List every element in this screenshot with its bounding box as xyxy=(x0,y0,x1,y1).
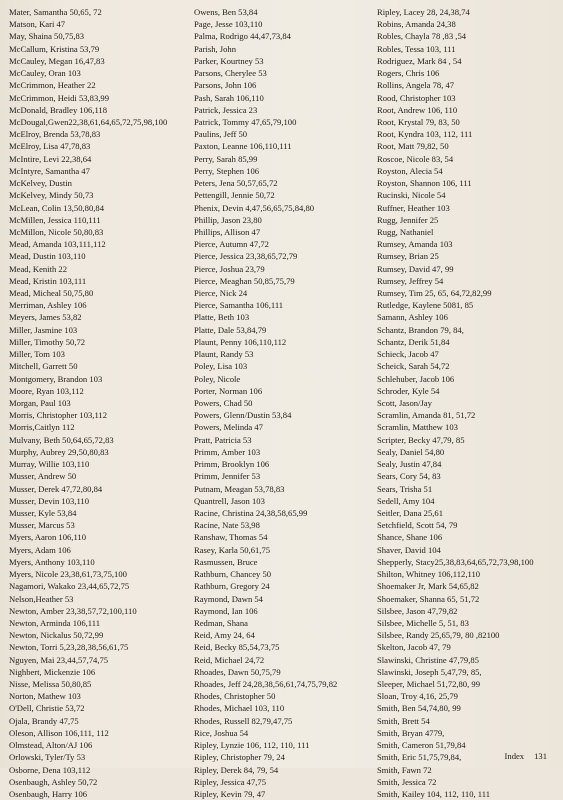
index-entry: Musser, Derek 47,72,80,84 xyxy=(9,483,103,494)
index-entry: Schroder, Kyle 54 xyxy=(377,385,440,396)
index-entry: Rhodes, Michael 103, 110 xyxy=(194,703,285,714)
index-entry: Root, Krystal 79, 83, 50 xyxy=(377,116,460,127)
index-entry: Poley, Nicole xyxy=(194,373,241,384)
index-entry: Royston, Shannon 106, 111 xyxy=(377,178,472,189)
index-entry: Perry, Sarah 85,99 xyxy=(194,153,258,164)
index-entry: Robles, Chayla 78 ,83 ,54 xyxy=(377,31,467,42)
index-entry: Paulins, Jeff 50 xyxy=(194,129,248,140)
index-entry: Rucinski, Nicole 54 xyxy=(377,190,446,201)
index-entry: Sears, Cory 54, 83 xyxy=(377,471,441,482)
index-entry: McKelvey, Mindy 50,73 xyxy=(9,190,94,201)
index-entry: Redman, Shana xyxy=(194,617,248,628)
index-entry: Mitchell, Garrett 50 xyxy=(9,361,78,372)
index-entry: Rumsey, Brian 25 xyxy=(377,251,439,262)
index-entry: Smith, Cameron 51,79,84 xyxy=(377,740,466,751)
index-entry: Raymond, Ian 106 xyxy=(194,605,258,616)
index-entry: Slawinski, Christine 47,79,85 xyxy=(377,654,479,665)
index-entry: Root, Matt 79,82, 50 xyxy=(377,141,449,152)
index-entry: Rumsey, Amanda 103 xyxy=(377,239,453,250)
index-entry: Orlowski, Tyler/Ty 53 xyxy=(9,752,86,763)
index-column-2 xyxy=(194,6,374,800)
index-entry: Myers, Aaron 106,110 xyxy=(9,532,87,543)
index-entry: Rathburn, Gregory 24 xyxy=(194,581,270,592)
index-entry: Myers, Adam 106 xyxy=(9,544,71,555)
index-entry: Smith, Fawn 72 xyxy=(377,764,432,775)
index-entry: Ripley, Derek 84, 79, 54 xyxy=(194,764,279,775)
index-entry: Miller, Tom 103 xyxy=(9,349,65,360)
index-entry: Pierce, Jessica 23,38,65,72,79 xyxy=(194,251,298,262)
index-entry: Scott, Jason/Jay xyxy=(377,398,432,408)
index-entry: Seitler, Dana 25,61 xyxy=(377,507,444,518)
index-entry: Merriman, Ashley 106 xyxy=(9,300,87,311)
index-entry: Pierce, Autumn 47,72 xyxy=(194,239,269,250)
index-entry: McElroy, Lisa 47,78,83 xyxy=(9,141,91,152)
index-entry: Perry, Stephen 106 xyxy=(194,165,260,176)
page-number: 131 xyxy=(534,751,547,761)
index-entry: Meyers, James 53,82 xyxy=(9,312,82,323)
index-entry: Montgomery, Brandon 103 xyxy=(9,373,103,384)
index-entry: Scramlin, Amanda 81, 51,72 xyxy=(377,410,476,421)
index-entry: Primm, Jennifer 53 xyxy=(194,471,261,482)
index-entry: Rathburn, Chancey 50 xyxy=(194,569,272,580)
index-entry: Poley, Lisa 103 xyxy=(194,361,248,372)
index-entry: McCauley, Megan 16,47,83 xyxy=(9,55,105,66)
index-entry: Peters, Jena 50,57,65,72 xyxy=(194,178,278,189)
index-entry: Nelson,Heather 53 xyxy=(9,593,74,604)
index-entry: Norton, Mathew 103 xyxy=(9,691,81,702)
index-entry: Root, Andrew 106, 110 xyxy=(377,104,458,115)
index-entry: McElroy, Brenda 53,78,83 xyxy=(9,129,101,140)
index-entry: Scheick, Sarah 54,72 xyxy=(377,361,450,372)
index-entry: Nagamori, Wakako 23,44,65,72,75 xyxy=(9,581,130,592)
index-entry: Platte, Dale 53,84,79 xyxy=(194,324,267,335)
index-entry: Ripley, Lynzie 106, 112, 110, 111 xyxy=(194,740,310,751)
index-entry: Powers, Melinda 47 xyxy=(194,422,263,433)
index-entry: Schantz, Brandon 79, 84, xyxy=(377,324,464,335)
index-entry: Raymond, Dawn 54 xyxy=(194,593,263,604)
index-entry: Primm, Brooklyn 106 xyxy=(194,459,270,470)
index-entry: Phillips, Allison 47 xyxy=(194,226,261,237)
index-entry: Sealy, Justin 47,84 xyxy=(377,459,442,470)
index-entry: Smith, Kailey 104, 112, 110, 111 xyxy=(377,789,491,799)
index-entry: Racine, Nate 53,98 xyxy=(194,520,260,531)
index-entry: Osborne, Dena 103,112 xyxy=(9,764,91,775)
index-entry: Rollins, Angela 78, 47 xyxy=(377,80,455,91)
index-entry: Newton, Arminda 106,111 xyxy=(9,617,101,628)
index-entry: Platte, Beth 103 xyxy=(194,312,250,323)
index-entry: Patrick, Jessica 23 xyxy=(194,104,258,115)
index-entry: Pash, Sarah 106,110 xyxy=(194,92,264,103)
index-entry: Myers, Anthony 103,110 xyxy=(9,556,95,567)
index-entry: Ranshaw, Thomas 54 xyxy=(194,532,268,543)
index-entry: Murray, Willie 103,110 xyxy=(9,459,90,470)
index-entry: McMillon, Nicole 50,80,83 xyxy=(9,226,104,237)
index-entry: Rumsey, Tim 25, 65, 64,72,82,99 xyxy=(377,288,492,299)
index-entry: Rugg, Nathaniel xyxy=(377,226,434,237)
index-entry: Ojala, Brandy 47,75 xyxy=(9,715,79,726)
index-entry: Paxton, Leanne 106,110,111 xyxy=(194,141,292,152)
index-entry: Reid, Becky 85,54,73,75 xyxy=(194,642,280,653)
index-entry: Silsbee, Randy 25,65,79, 80 ,82100 xyxy=(377,630,500,641)
index-entry: Owens, Ben 53,84 xyxy=(194,7,258,17)
index-entry: Quantrell, Jason 103 xyxy=(194,495,265,506)
index-entry: Oleson, Allison 106,111, 112 xyxy=(9,727,109,738)
index-entry: Musser, Marcus 53 xyxy=(9,520,75,531)
index-entry: Mead, Dustin 103,110 xyxy=(9,251,86,262)
index-entry: Pierce, Meaghan 50,85,75,79 xyxy=(194,275,295,286)
index-entry: Phillip, Jason 23,80 xyxy=(194,214,262,225)
index-entry: Palma, Rodrigo 44,47,73,84 xyxy=(194,31,291,42)
index-entry: Phenix, Devin 4,47,56,65,75,84,80 xyxy=(194,202,315,213)
index-entry: Royston, Alecia 54 xyxy=(377,165,443,176)
index-entry: Schieck, Jacob 47 xyxy=(377,349,439,360)
index-entry: Nighbert, Mickenzie 106 xyxy=(9,666,96,677)
index-entry: Murphy, Aubrey 29,50,80,83 xyxy=(9,446,109,457)
index-entry: Silsbee, Michelle 5, 51, 83 xyxy=(377,617,469,628)
index-entry: McCrimmon, Heidi 53,83,99 xyxy=(9,92,110,103)
index-entry: Newton, Nickalus 50,72,99 xyxy=(9,630,104,641)
index-entry: McCrimmon, Heather 22 xyxy=(9,80,96,91)
index-entry: Plaunt, Penny 106,110,112 xyxy=(194,336,287,347)
index-entry: Ripley, Christopher 79, 24 xyxy=(194,752,285,763)
index-entry: Primm, Amber 103 xyxy=(194,446,261,457)
index-entry: Newton, Amber 23,38,57,72,100,110 xyxy=(9,605,137,616)
index-entry: Rumsey, Jeffrey 54 xyxy=(377,275,444,286)
index-entry: May, Shaina 50,75,83 xyxy=(9,31,85,42)
index-entry: Scripter, Becky 47,79, 85 xyxy=(377,434,465,445)
index-entry: Shilton, Whitney 106,112,110 xyxy=(377,569,481,580)
index-entry: Musser, Andrew 50 xyxy=(9,471,77,482)
index-entry: Schlehuber, Jacob 106 xyxy=(377,373,455,384)
index-entry: McDonald, Bradley 106,118 xyxy=(9,104,108,115)
index-entry: McKelvey, Dustin xyxy=(9,178,72,189)
index-entry: Roscoe, Nicole 83, 54 xyxy=(377,153,454,164)
index-entry: McIntyre, Samantha 47 xyxy=(9,165,90,176)
index-entry: Pierce, Nick 24 xyxy=(194,288,248,299)
index-entry: Porter, Norman 106 xyxy=(194,385,263,396)
index-entry: Plaunt, Randy 53 xyxy=(194,349,254,360)
index-entry: McDougal,Gwen22,38,61,64,65,72,75,98,100 xyxy=(9,116,168,127)
index-entry: Ripley, Jessica 47,75 xyxy=(194,776,267,787)
index-entry: McMillen, Jessica 110,111 xyxy=(9,214,101,225)
index-entry: Morris,Caitlyn 112 xyxy=(9,422,75,433)
index-entry: Shance, Shane 106 xyxy=(377,532,443,543)
index-entry: Musser, Devin 103,110 xyxy=(9,495,90,506)
index-entry: Patrick, Tommy 47,65,79,100 xyxy=(194,116,297,127)
index-entry: Newton, Torri 5,23,28,38,56,61,75 xyxy=(9,642,129,653)
index-entry: Smith, Eric 51,75,79,84, xyxy=(377,752,462,763)
index-entry: Parsons, Cherylee 53 xyxy=(194,68,267,79)
index-entry: McCallum, Kristina 53,79 xyxy=(9,43,100,54)
index-entry: Shepperly, Stacy25,38,83,64,65,72,73,98,100 xyxy=(377,556,534,567)
index-entry: Ripley, Kevin 79, 47 xyxy=(194,789,266,799)
index-entry: Morris, Christopher 103,112 xyxy=(9,410,108,421)
index-entry: Parker, Kourtney 53 xyxy=(194,55,264,66)
index-entry: Powers, Chad 50 xyxy=(194,398,253,408)
index-entry: Pierce, Samantha 106,111 xyxy=(194,300,284,311)
index-entry: Mead, Micheal 50,75,80 xyxy=(9,288,94,299)
index-entry: Mead, Amanda 103,111,112 xyxy=(9,239,106,250)
index-entry: Scramlin, Matthew 103 xyxy=(377,422,458,433)
index-entry: Rodriguez, Mark 84 , 54 xyxy=(377,55,462,66)
index-entry: Samann, Ashley 106 xyxy=(377,312,448,323)
index-entry: Racine, Christina 24,38,58,65,99 xyxy=(194,507,308,518)
index-entry: Root, Kyndra 103, 112, 111 xyxy=(377,129,473,140)
index-entry: Olmstead, Alton/AJ 106 xyxy=(9,740,93,751)
index-entry: Shaver, David 104 xyxy=(377,544,441,555)
index-entry: Pettengill, Jennie 50,72 xyxy=(194,190,275,201)
index-entry: Schantz, Derik 51,84 xyxy=(377,336,450,347)
index-entry: Rutledge, Kaylene 5081, 85 xyxy=(377,300,474,311)
index-entry: Smith, Bryan 4779, xyxy=(377,727,445,738)
index-entry: Sears, Trisha 51 xyxy=(377,483,433,494)
index-entry: Rogers, Chris 106 xyxy=(377,68,440,79)
index-entry: Pratt, Patricia 53 xyxy=(194,434,252,445)
index-entry: Osenbaugh, Ashley 50,72 xyxy=(9,776,98,787)
index-entry: Smith, Ben 54,74,80, 99 xyxy=(377,703,461,714)
index-entry: Mater, Samantha 50,65, 72 xyxy=(9,7,102,17)
index-entry: Putnam, Meagan 53,78,83 xyxy=(194,483,285,494)
index-entry: Mulvany, Beth 50,64,65,72,83 xyxy=(9,434,114,445)
index-entry: Morgan, Paul 103 xyxy=(9,398,71,408)
index-entry: Miller, Timothy 50,72 xyxy=(9,336,86,347)
index-entry: Nguyen, Mai 23,44,57,74,75 xyxy=(9,654,109,665)
index-entry: Reid, Amy 24, 64 xyxy=(194,630,255,641)
index-entry: Sloan, Troy 4,16, 25,79 xyxy=(377,691,458,702)
index-entry: Rasmussen, Bruce xyxy=(194,556,258,567)
index-entry: Musser, Kyle 53,84 xyxy=(9,507,77,518)
index-entry: Sedell, Amy 104 xyxy=(377,495,435,506)
index-entry: Nisse, Melissa 50,80,85 xyxy=(9,679,92,690)
index-entry: Rhoades, Jeff 24,28,38,56,61,74,75,79,82 xyxy=(194,679,338,690)
index-entry: Sealy, Daniel 54,80 xyxy=(377,446,445,457)
index-entry: Myers, Nicole 23,38,61,73,75,100 xyxy=(9,569,127,580)
index-entry: Rugg, Jennifer 25 xyxy=(377,214,439,225)
index-entry: Robins, Amanda 24,38 xyxy=(377,19,456,30)
index-entry: Smith, Jessica 72 xyxy=(377,776,437,787)
index-column-1 xyxy=(9,6,189,800)
index-entry: Rumsey, David 47, 99 xyxy=(377,263,454,274)
index-entry: Smith, Brett 54 xyxy=(377,715,430,726)
index-entry: Rhodes, Christopher 50 xyxy=(194,691,276,702)
index-entry: Miller, Jasmine 103 xyxy=(9,324,78,335)
index-entry: Rhoades, Dawn 50,75,79 xyxy=(194,666,281,677)
index-entry: Ripley, Lacey 28, 24,38,74 xyxy=(377,7,470,17)
index-entry: Osenbaugh, Harry 106 xyxy=(9,789,88,799)
index-entry: Page, Jesse 103,110 xyxy=(194,19,263,30)
footer-label: Index xyxy=(504,751,525,761)
index-entry: McCauley, Oran 103 xyxy=(9,68,81,79)
index-entry: Moore, Ryan 103,112 xyxy=(9,385,84,396)
index-entry: Rasey, Karla 50,61,75 xyxy=(194,544,271,555)
index-entry: Silsbee, Jason 47,79,82 xyxy=(377,605,458,616)
index-entry: Powers, Glenn/Dustin 53,84 xyxy=(194,410,292,421)
index-entry: Rood, Christopher 103 xyxy=(377,92,456,103)
index-entry: Mead, Kristin 103,111 xyxy=(9,275,87,286)
index-entry: Reid, Michael 24,72 xyxy=(194,654,265,665)
index-entry: Ruffner, Heather 103 xyxy=(377,202,450,213)
index-entry: McLean, Colin 13,50,80,84 xyxy=(9,202,104,213)
index-entry: Matson, Kari 47 xyxy=(9,19,66,30)
index-column-3 xyxy=(377,6,559,800)
index-entry: Mead, Kenith 22 xyxy=(9,263,67,274)
index-entry: Rhodes, Russell 82,79,47,75 xyxy=(194,715,293,726)
index-entry: Slawinski, Joseph 5,47,79, 85, xyxy=(377,666,482,677)
index-entry: Setchfield, Scott 54, 79 xyxy=(377,520,458,531)
index-entry: Shoemaker, Shanna 65, 51,72 xyxy=(377,593,480,604)
index-entry: Shoemaker Jr, Mark 54,65,82 xyxy=(377,581,479,592)
index-entry: Rice, Joshua 54 xyxy=(194,727,249,738)
page-footer xyxy=(505,751,547,761)
index-entry: Parish, John xyxy=(194,43,237,54)
index-entry: Parsons, John 106 xyxy=(194,80,257,91)
index-entry: Robles, Tessa 103, 111 xyxy=(377,43,456,54)
index-entry: O'Dell, Christie 53,72 xyxy=(9,703,85,714)
index-entry: Skelton, Jacob 47, 79 xyxy=(377,642,451,653)
index-entry: McIntire, Levi 22,38,64 xyxy=(9,153,92,164)
index-entry: Pierce, Joshua 23,79 xyxy=(194,263,265,274)
index-entry: Sleeper, Michael 51,72,80, 99 xyxy=(377,679,480,690)
